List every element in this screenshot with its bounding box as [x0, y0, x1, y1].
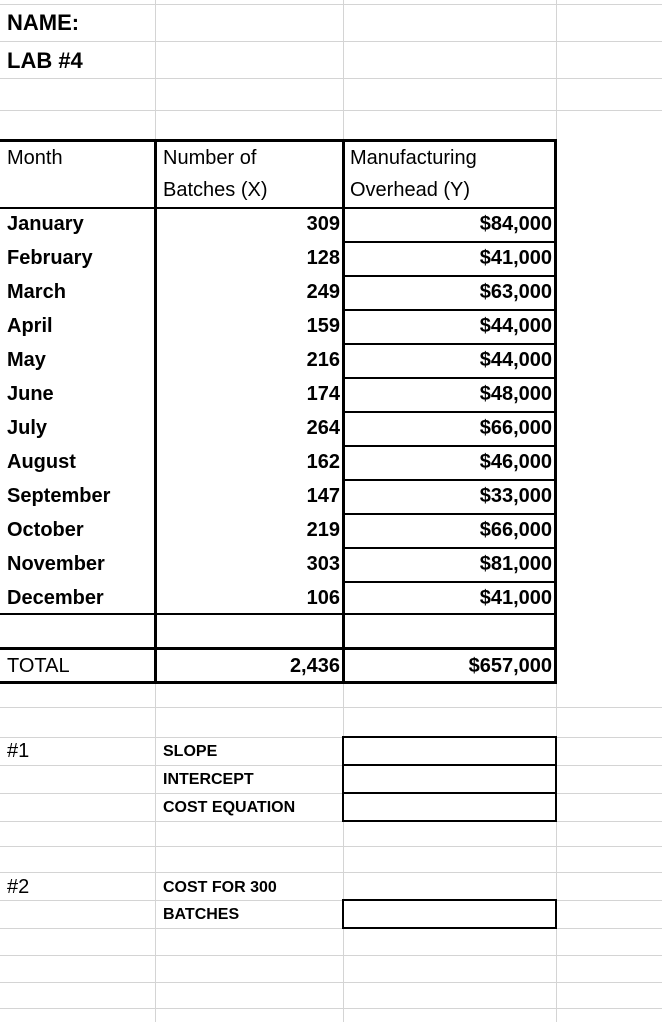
gridline	[0, 821, 662, 822]
overhead-cell: $46,000	[479, 451, 552, 473]
cost-equation-label: COST EQUATION	[163, 799, 296, 816]
batches-cell: 147	[306, 485, 340, 507]
cost-for-300-label: COST FOR 300	[163, 879, 277, 896]
month-cell: September	[7, 485, 111, 507]
batches-cell: 303	[306, 553, 340, 575]
slope-answer-box[interactable]	[342, 736, 557, 766]
total-batches: 2,436	[289, 655, 340, 677]
month-cell: December	[7, 587, 104, 609]
month-cell: August	[7, 451, 76, 473]
batches-cell: 106	[306, 587, 340, 609]
month-cell: June	[7, 383, 54, 405]
batches-cell: 219	[306, 519, 340, 541]
overhead-cell: $41,000	[479, 247, 552, 269]
column-header-overhead: Overhead (Y)	[350, 179, 471, 201]
batches-cell: 128	[306, 247, 340, 269]
gridline	[0, 928, 662, 929]
intercept-answer-box[interactable]	[342, 764, 557, 794]
overhead-cell: $66,000	[479, 519, 552, 541]
month-cell: July	[7, 417, 48, 439]
month-cell: January	[7, 213, 84, 235]
overhead-cell: $41,000	[479, 587, 552, 609]
total-label: TOTAL	[7, 655, 70, 677]
gridline	[0, 41, 662, 42]
batches-cell: 264	[306, 417, 340, 439]
name-label: NAME:	[7, 10, 80, 35]
overhead-cell: $84,000	[479, 213, 552, 235]
lab-title: LAB #4	[7, 48, 83, 73]
month-cell: April	[7, 315, 53, 337]
month-cell: November	[7, 553, 105, 575]
column-header-batches: Batches (X)	[163, 179, 268, 201]
gridline	[0, 707, 662, 708]
gridline	[0, 793, 662, 794]
overhead-cell: $44,000	[479, 349, 552, 371]
batches-cell: 309	[306, 213, 340, 235]
cost-for-300-label: BATCHES	[163, 906, 240, 923]
gridline	[0, 872, 662, 873]
gridline	[0, 900, 662, 901]
gridline	[0, 955, 662, 956]
overhead-cell: $66,000	[479, 417, 552, 439]
month-cell: May	[7, 349, 46, 371]
question-1-number: #1	[7, 740, 30, 762]
batches-cell: 159	[306, 315, 340, 337]
gridline	[0, 1008, 662, 1009]
column-header-overhead: Manufacturing	[350, 147, 477, 169]
cost-for-300-answer-box[interactable]	[342, 899, 557, 929]
intercept-label: INTERCEPT	[163, 771, 254, 788]
total-overhead: $657,000	[468, 655, 552, 677]
batches-cell: 162	[306, 451, 340, 473]
column-header-month: Month	[7, 147, 63, 169]
gridline	[0, 4, 662, 5]
overhead-cell: $63,000	[479, 281, 552, 303]
gridline	[0, 737, 662, 738]
batches-cell: 174	[306, 383, 340, 405]
month-cell: March	[7, 281, 66, 303]
cost-equation-answer-box[interactable]	[342, 792, 557, 822]
overhead-cell: $33,000	[479, 485, 552, 507]
batches-cell: 249	[306, 281, 340, 303]
question-2-number: #2	[7, 876, 30, 898]
gridline	[0, 765, 662, 766]
gridline	[0, 982, 662, 983]
overhead-cell: $48,000	[479, 383, 552, 405]
gridline	[0, 110, 662, 111]
month-cell: October	[7, 519, 84, 541]
gridline	[0, 78, 662, 79]
slope-label: SLOPE	[163, 743, 218, 760]
overhead-cell: $81,000	[479, 553, 552, 575]
month-cell: February	[7, 247, 93, 269]
overhead-cell: $44,000	[479, 315, 552, 337]
gridline	[0, 846, 662, 847]
batches-cell: 216	[306, 349, 340, 371]
column-header-batches: Number of	[163, 147, 257, 169]
